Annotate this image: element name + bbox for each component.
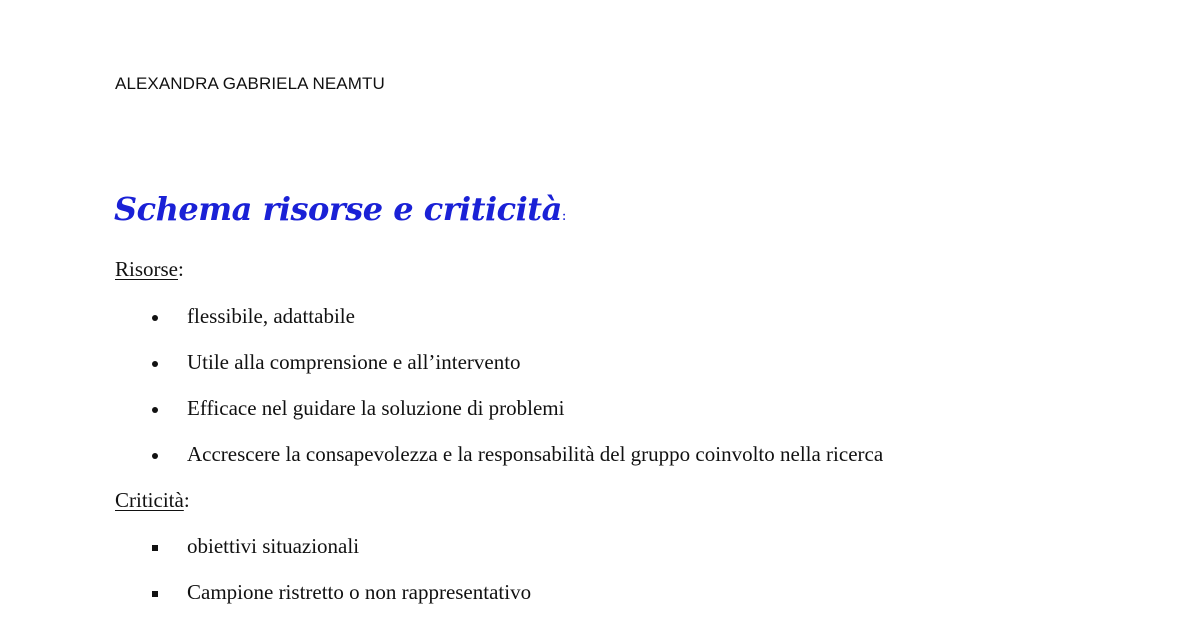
- section-label-criticita: [115, 488, 190, 513]
- list-item-text: Utile alla comprensione e all’intervento: [187, 350, 521, 374]
- list-item-text: Accrescere la consapevolezza e la responsabilità del gruppo coinvolto nella ricerca: [187, 442, 884, 466]
- square-bullet-icon: [152, 591, 158, 597]
- square-bullet-icon: [152, 545, 158, 551]
- section-label-risorse: [115, 257, 184, 282]
- document-title-text: Schema risorse e criticità: [114, 190, 562, 228]
- section-label-criticita-text: Criticità: [115, 488, 184, 512]
- list-item-text: Campione ristretto o non rappresentativo: [187, 580, 532, 604]
- round-bullet-icon: [152, 361, 158, 367]
- round-bullet-icon: [152, 315, 158, 321]
- section-label-risorse-suffix: :: [178, 257, 184, 281]
- list-item-text: flessibile, adattabile: [187, 304, 355, 328]
- list-item-text: obiettivi situazionali: [187, 534, 360, 558]
- round-bullet-icon: [152, 453, 158, 459]
- section-label-criticita-suffix: :: [183, 488, 190, 512]
- section-label-risorse-text: Risorse: [115, 257, 178, 281]
- author-name: ALEXANDRA GABRIELA NEAMTU: [115, 74, 385, 93]
- list-item-text: Efficace nel guidare la soluzione di problemi: [187, 396, 565, 420]
- document-title: [114, 190, 566, 228]
- document-title-suffix: :: [561, 208, 567, 224]
- round-bullet-icon: [152, 407, 158, 413]
